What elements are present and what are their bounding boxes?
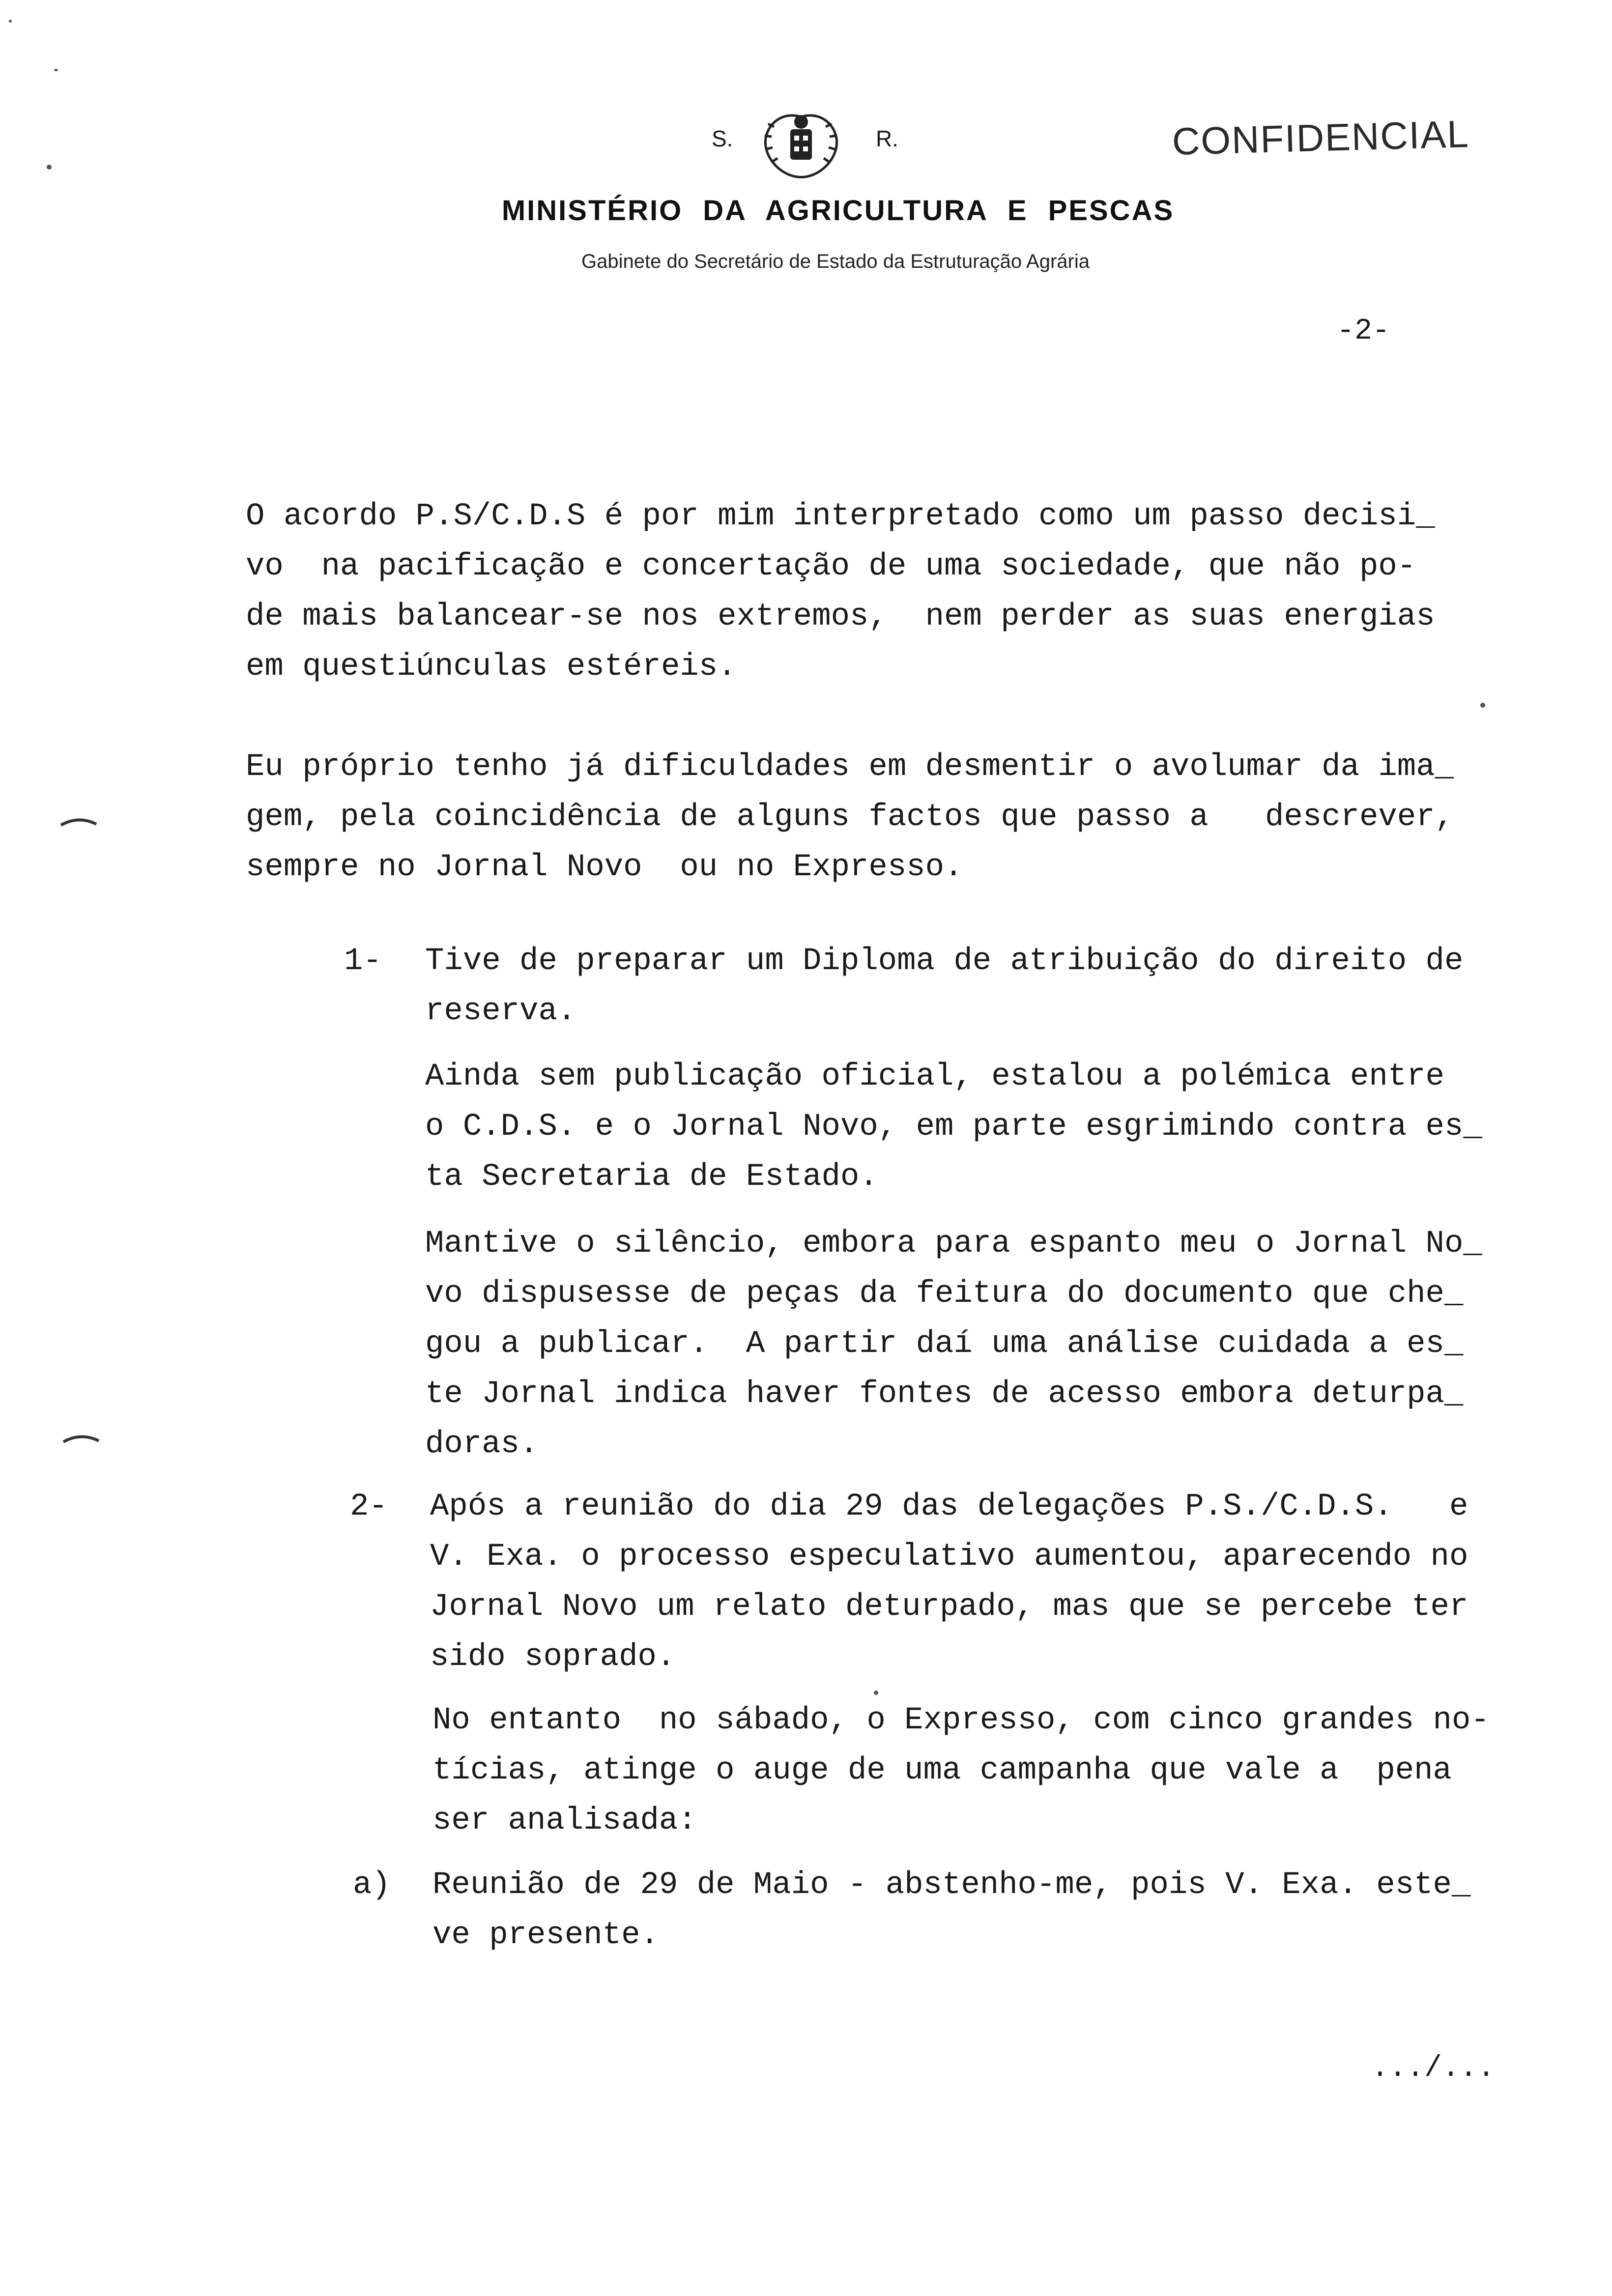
scan-speck: [47, 165, 52, 170]
page-number: -2-: [1337, 315, 1390, 348]
list-item-marker: 1-: [344, 944, 382, 979]
body-paragraph: O acordo P.S/C.D.S é por mim interpretado como um passo decisi_ vo na pacificação e concertação de uma sociedade, que não po- de mais balancear-se nos extremos, nem perder as suas energias em questiúnculas estéreis.: [246, 499, 1435, 685]
scan-speck: [874, 1691, 878, 1695]
letterhead-r: R.: [876, 126, 898, 151]
list-item-paragraph: Ainda sem publicação oficial, estalou a polémica entre o C.D.S. e o Jornal Novo, em parte esgrimindo contra es_ ta Secretaria de Estado.: [425, 1059, 1482, 1195]
list-item-marker: 2-: [350, 1489, 388, 1524]
ministry-name: MINISTÉRIO DA AGRICULTURA E PESCAS: [501, 195, 1175, 227]
letterhead-s: S.: [712, 126, 733, 151]
cabinet-name: Gabinete do Secretário de Estado da Estruturação Agrária: [581, 251, 1090, 272]
body-paragraph: Eu próprio tenho já dificuldades em desmentir o avolumar da ima_ gem, pela coincidência de alguns factos que passo a descrever, sempre no Jornal Novo ou no Expresso.: [246, 749, 1454, 885]
list-item-marker: a): [353, 1867, 391, 1903]
list-item-paragraph: Reunião de 29 de Maio - abstenho-me, pois V. Exa. este_ ve presente.: [432, 1867, 1471, 1953]
coat-of-arms-icon: [752, 107, 850, 186]
continuation-mark: .../...: [1371, 2052, 1496, 2085]
list-item-paragraph: Tive de preparar um Diploma de atribuição do direito de reserva.: [425, 944, 1464, 1029]
confidential-stamp: CONFIDENCIAL: [1171, 112, 1470, 163]
list-item-paragraph: Mantive o silêncio, embora para espanto meu o Jornal No_ vo dispusesse de peças da feitura do documento que che_ gou a publicar. A partir daí uma análise cuidada a es_ te Jornal indica haver fontes de acesso embora deturpa_ doras.: [425, 1226, 1482, 1462]
scan-speck: [9, 20, 12, 23]
scan-speck: [1480, 703, 1485, 708]
punch-hole-mark: [59, 813, 98, 828]
scan-speck: [54, 69, 58, 71]
list-item-paragraph: Após a reunião do dia 29 das delegações P.S./C.D.S. e V. Exa. o processo especulativo aumentou, aparecendo no Jornal Novo um relato deturpado, mas que se percebe ter sido soprado.: [430, 1489, 1468, 1675]
list-item-paragraph: No entanto no sábado, o Expresso, com cinco grandes no- tícias, atinge o auge de uma campanha que vale a pena ser analisada:: [432, 1703, 1490, 1838]
punch-hole-mark: [61, 1430, 101, 1445]
